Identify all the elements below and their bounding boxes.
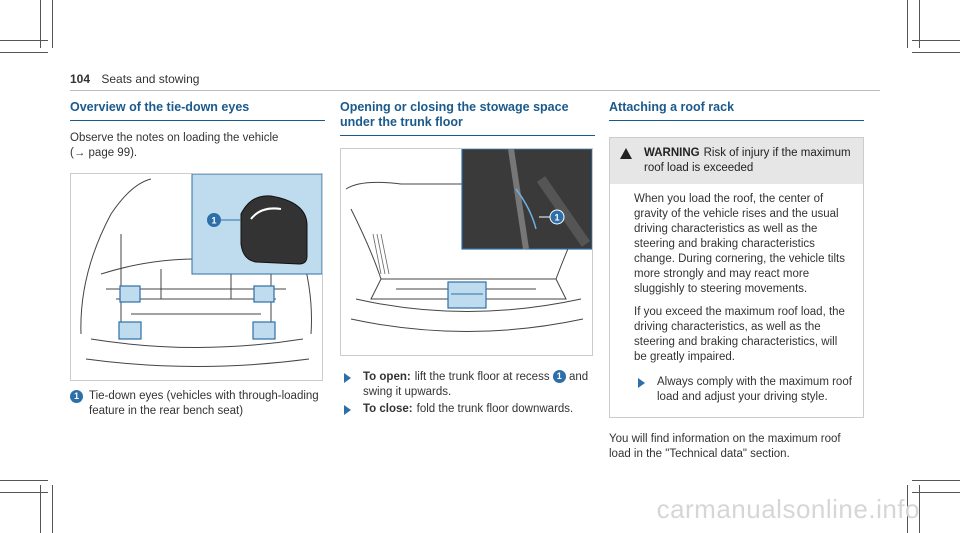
warning-title: Risk of injury if the maximum roof load is exceeded <box>644 147 851 174</box>
step-list <box>340 370 595 417</box>
intro-line: Observe the notes on loading the vehicle <box>70 132 279 144</box>
callout-number: 1 <box>211 215 217 226</box>
crop-mark <box>52 485 53 533</box>
crop-mark <box>0 480 48 481</box>
crop-mark <box>912 52 960 53</box>
intro-text <box>70 131 325 161</box>
step-arrow-icon <box>638 378 645 388</box>
trunk-floor-drawing <box>341 149 592 355</box>
footer-note: You will find information on the maximum roof load in the "Technical data" section. <box>609 433 841 460</box>
warning-label: WARNING <box>644 147 700 159</box>
step-text: fold the trunk floor downwards. <box>416 403 574 415</box>
crop-mark <box>912 492 960 493</box>
step-close <box>340 402 595 417</box>
callout-badge: 1 <box>553 370 566 383</box>
callout-number: 1 <box>554 212 560 223</box>
step-text: lift the trunk floor at recess <box>414 371 550 383</box>
warning-box <box>609 137 864 418</box>
crop-mark <box>0 492 48 493</box>
warning-paragraph: When you load the roof, the center of gravity of the vehicle rises and the usual driving characteristics as well as the steering and braking characteristics change. During cornering, the vehicle tilts more strongly and may react more sluggishly to steering movements. <box>634 193 845 295</box>
crop-mark <box>52 0 53 48</box>
step-open <box>340 370 595 400</box>
roof-rack-section <box>609 100 864 462</box>
header-divider <box>70 90 880 91</box>
trunk-rear-drawing <box>71 174 322 380</box>
page-header <box>70 72 199 86</box>
figure-legend <box>70 389 325 419</box>
crop-mark <box>0 52 48 53</box>
warning-paragraph: If you exceed the maximum roof load, the driving characteristics, as well as the steering and braking characteristics, will be greatly impaired. <box>634 306 845 363</box>
page-number: 104 <box>70 72 91 86</box>
step-text: Always comply with the maximum roof load and adjust your driving style. <box>657 376 852 403</box>
tie-down-illustration <box>70 173 323 381</box>
crop-mark <box>912 480 960 481</box>
stowage-section <box>340 100 595 419</box>
trunk-floor-illustration <box>340 148 593 356</box>
legend-text: Tie-down eyes (vehicles with through-loading feature in the rear bench seat) <box>89 390 319 417</box>
step-arrow-icon <box>344 405 351 415</box>
warning-triangle-icon <box>620 148 632 159</box>
tie-down-section <box>70 100 325 419</box>
section-title: Overview of the tie-down eyes <box>70 100 325 121</box>
step-label: To open: <box>363 371 411 383</box>
step-arrow-icon <box>344 373 351 383</box>
callout-badge: 1 <box>70 390 83 403</box>
section-title: Attaching a roof rack <box>609 100 864 121</box>
crop-mark <box>0 40 48 41</box>
warning-header <box>610 138 863 184</box>
section-title: Opening or closing the stowage space under the trunk floor <box>340 100 595 136</box>
step-label: To close: <box>363 403 413 415</box>
section-name: Seats and stowing <box>101 72 200 86</box>
page-reference-link[interactable]: (→ page 99). <box>70 147 138 159</box>
crop-mark <box>907 0 908 48</box>
step-text: and swing it upwards. <box>363 371 589 398</box>
warning-step <box>634 375 853 405</box>
warning-body <box>610 184 863 417</box>
watermark: carmanualsonline.info <box>656 494 920 524</box>
crop-mark <box>912 40 960 41</box>
